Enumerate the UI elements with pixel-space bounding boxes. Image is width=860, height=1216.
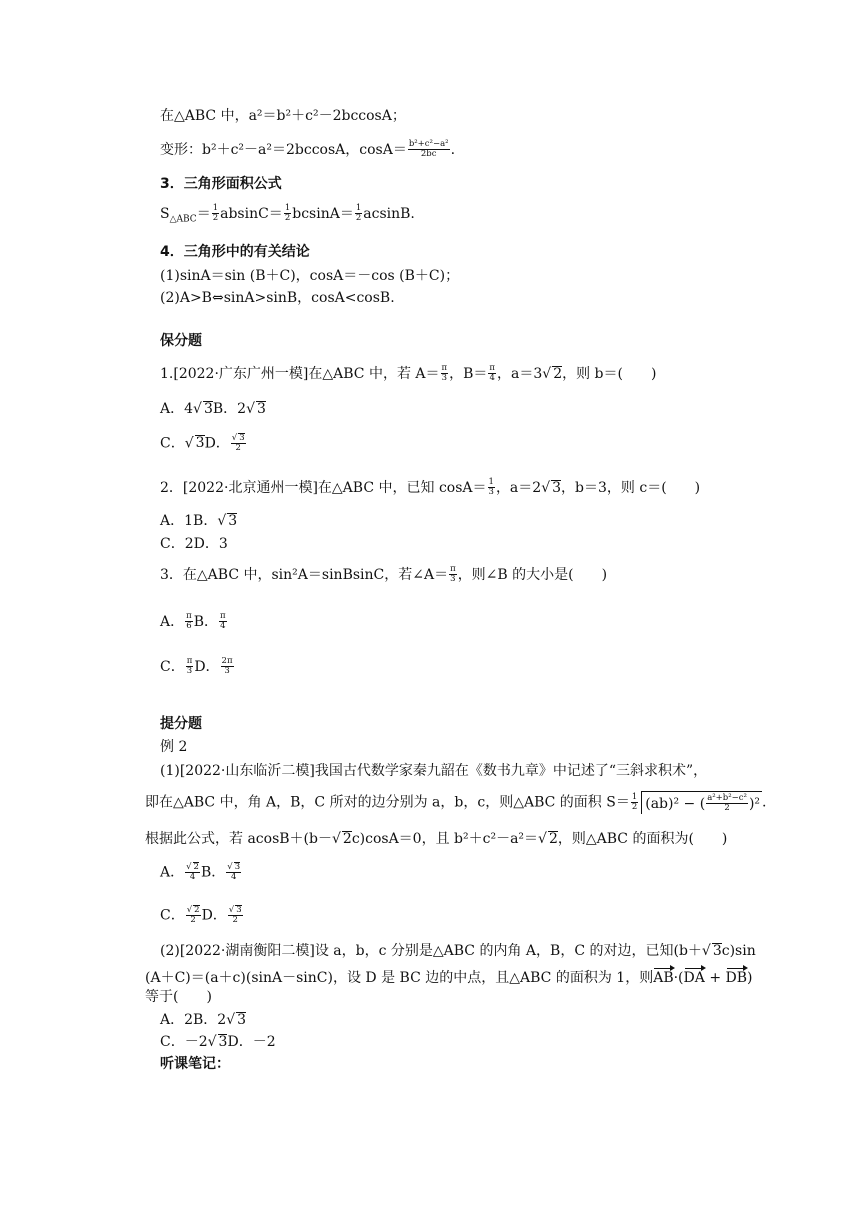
p1-opt-c-num: √ 2 [186, 905, 200, 915]
p2-opt-c: C．－2 [160, 1034, 208, 1050]
q3-opt-d-frac [221, 657, 234, 677]
q2-opt-b: B． [193, 513, 218, 529]
cosine-law-line [160, 108, 406, 126]
q1-frac-pi4 [488, 364, 496, 384]
area-s: S [160, 205, 170, 222]
sqrt-symbol: √ [701, 943, 711, 959]
q1-options-cd [160, 433, 247, 454]
advanced-section-heading [160, 716, 202, 734]
vector-db: DB [726, 967, 748, 988]
q2-opt-cd: C．2D．3 [160, 536, 228, 552]
sqrt-symbol: √ [246, 401, 255, 417]
area-term-2: bcsinA＝ [292, 205, 354, 222]
p1-line3-c: ，则△ABC 的面积为( ) [557, 831, 728, 847]
cosine-law-text: 在△ABC 中，a²＝b²＋c²－2bccosA； [160, 108, 406, 124]
advanced-section-heading-text: 提分题 [160, 716, 202, 732]
q3-options-ab [160, 612, 228, 632]
p2-line3-text: 等于( ) [145, 989, 212, 1005]
q1-frac-pi3 [441, 364, 449, 384]
q3-opt-c-den: 3 [186, 666, 193, 677]
conclusion-item-1-text: (1)sinA＝sin (B＋C)，cosA＝－cos (B＋C)； [160, 268, 460, 284]
q1-opt-b-rad: 3 [257, 401, 266, 417]
p1-opt-a: A． [160, 864, 185, 881]
q3-opt-d-den: 3 [224, 666, 230, 677]
conclusion-item-2 [160, 290, 395, 308]
p1-line1-text: (1)[2022·山东临沂二模]我国古代数学家秦九韶在《数书九章》中记述了“三斜求积术”， [160, 763, 708, 779]
q2-options-ab [160, 513, 237, 531]
basic-section-heading-text: 保分题 [160, 333, 202, 349]
area-half-1-den: 2 [212, 213, 219, 224]
p1-inner-a: (ab)² − ( [645, 795, 706, 812]
q3-frac-den: 3 [450, 574, 456, 585]
conclusion-item-2-text: (2)A>B⇔sinA>sinB，cosA<cosB. [160, 290, 395, 306]
q3-opt-a-den: 6 [186, 621, 192, 632]
q1-sqrt: 2 [553, 365, 563, 382]
q3-opt-a-frac [185, 612, 193, 632]
p2-line3 [145, 989, 212, 1007]
p2-opt-ab-rad: 3 [237, 1012, 247, 1028]
sqrt-symbol: √ [217, 513, 227, 529]
q1-opt-a: A．4 [160, 401, 194, 417]
p1-opt-b-frac [226, 862, 241, 883]
area-formula [160, 204, 415, 226]
p1-opt-a-num: √ 2 [186, 862, 199, 872]
p1-half-den: 2 [631, 801, 638, 812]
q3-opt-b: B． [193, 613, 219, 630]
p1-line2-a: 即在△ABC 中，角 A，B，C 所对的边分别为 a，b，c，则△ABC 的面积 S＝ [145, 794, 630, 811]
q1-stem-a: 1.[2022·广东广州一模]在△ABC 中，若 A＝ [160, 365, 440, 382]
q2-frac [488, 478, 495, 498]
q3-opt-a: A． [160, 613, 185, 630]
q3-stem [160, 565, 607, 585]
example-label-text: 例 2 [160, 739, 188, 755]
p2-line2-a: (A＋C)＝(a＋c)(sinA－sinC)，设 D 是 BC 边的中点，且△ABC 的面积为 1，则 [145, 970, 654, 986]
p1-opt-c-den: 2 [190, 915, 196, 926]
q1-stem-d: ，则 b＝( ) [562, 365, 657, 382]
sqrt-symbol: √ [207, 1034, 217, 1050]
p2-line1-b: c)sin [721, 943, 756, 959]
p1-inner-frac-den: 2 [724, 803, 730, 814]
p2-options-ab [160, 1012, 246, 1030]
q3-frac-num: π [450, 564, 456, 574]
p1-line3-rad: 2 [342, 831, 352, 847]
cosine-variant-text: 变形：b²＋c²－a²＝2bccosA，cosA＝ [160, 141, 407, 158]
q3-frac [449, 565, 457, 585]
area-half-1-num: 1 [212, 203, 219, 213]
q3-opt-c: C． [160, 658, 185, 675]
q1-opt-d-den: 2 [235, 443, 241, 454]
q1-frac-pi4-num: π [489, 363, 495, 373]
area-term-3: acsinB. [363, 205, 415, 222]
p1-opt-a-frac [185, 862, 200, 883]
area-half-3-den: 2 [355, 213, 362, 224]
area-half-3 [355, 204, 362, 224]
example-label [160, 739, 187, 757]
cosine-fraction [408, 140, 450, 160]
q1-opt-a-rad: 3 [203, 401, 213, 417]
q1-opt-b: B．2 [212, 401, 247, 417]
q2-opt-b-rad: 3 [228, 513, 238, 529]
q1-stem-c: ，a＝3 [497, 365, 543, 382]
sqrt-symbol: √ [193, 401, 202, 417]
q1-opt-c: C． [160, 435, 185, 452]
q1-opt-d-num-rad: 3 [239, 433, 245, 443]
q2-rad: 3 [552, 479, 562, 496]
q2-frac-num: 1 [488, 477, 494, 487]
q2-stem-c: ，b＝3，则 c＝( ) [561, 479, 701, 496]
sqrt-symbol: √ [226, 1012, 236, 1028]
p1-opt-c-frac [186, 905, 201, 926]
p1-line3-rad2: 2 [548, 831, 558, 847]
q1-opt-c-rad: 3 [195, 435, 205, 452]
sqrt-symbol: √ [541, 479, 551, 496]
q3-opt-a-num: π [186, 611, 192, 621]
p1-line3-b: c)cosA＝0，且 b²＋c²－a²＝ [351, 831, 539, 847]
conclusions-heading-text: 4．三角形中的有关结论 [160, 244, 310, 260]
q1-options-ab [160, 401, 266, 419]
q3-stem-a: 3．在△ABC 中，sin²A＝sinBsinC，若∠A＝ [160, 566, 449, 583]
q2-options-cd [160, 536, 228, 554]
sqrt-symbol: √ [542, 365, 552, 382]
area-half-2-num: 1 [284, 203, 291, 213]
q1-frac-pi3-num: π [441, 363, 448, 373]
area-term-1: absinC＝ [220, 205, 283, 222]
cosine-variant-end: . [450, 141, 456, 158]
q2-frac-den: 3 [488, 487, 494, 498]
sqrt-symbol: √ [331, 831, 341, 847]
q3-opt-d-num: 2π [221, 656, 233, 666]
p1-inner-b: )² [748, 795, 761, 812]
p1-opt-c-rad: 2 [194, 905, 200, 915]
q1-frac-pi4-den: 4 [489, 373, 495, 384]
cosine-variant-line [160, 140, 455, 160]
p1-line1 [160, 763, 707, 781]
q2-opt-a: A．1 [160, 513, 194, 529]
area-sub: △ABC [169, 214, 197, 225]
notes-label-text: 听课笔记： [160, 1056, 230, 1072]
p2-opt-d: D．－2 [227, 1034, 276, 1050]
p2-dot: ·( [673, 970, 684, 986]
p1-opt-d-rad: 3 [236, 905, 242, 915]
q1-opt-d-frac [231, 433, 246, 454]
p1-line2 [145, 791, 766, 814]
p1-opt-d-frac [228, 905, 243, 926]
area-half-2 [284, 204, 291, 224]
p2-options-cd [160, 1034, 276, 1052]
p1-line3 [145, 831, 727, 849]
q3-opt-d: D． [194, 658, 220, 675]
p2-plus: + [704, 970, 726, 986]
area-half-2-den: 2 [284, 213, 291, 224]
p1-options-ab [160, 862, 242, 883]
area-half-1 [212, 204, 219, 224]
area-heading-text: 3．三角形面积公式 [160, 176, 282, 192]
p1-inner-frac [706, 794, 748, 814]
p2-close: ) [747, 970, 753, 986]
p1-opt-d-num: √ 3 [228, 905, 242, 915]
p1-opt-d-den: 2 [232, 915, 238, 926]
sqrt-symbol: √ [538, 831, 547, 847]
vector-ab: AB [653, 967, 673, 988]
area-heading [160, 176, 282, 194]
p1-big-sqrt [641, 791, 762, 814]
sqrt-symbol: √ [184, 435, 194, 452]
q3-opt-b-frac [219, 612, 227, 632]
p2-line2 [145, 967, 753, 988]
q3-opt-c-frac [186, 657, 194, 677]
q1-opt-d-num: √ 3 [231, 433, 245, 443]
q1-opt-d: D． [204, 435, 230, 452]
conclusion-item-1 [160, 268, 459, 286]
p1-half [631, 793, 638, 813]
p1-opt-b: B． [200, 864, 226, 881]
p1-opt-b-num: √ 3 [227, 862, 241, 872]
q2-stem-a: 2．[2022·北京通州一模]在△ABC 中，已知 cosA＝ [160, 479, 487, 496]
notes-label [160, 1056, 230, 1074]
q3-opt-c-num: π [186, 656, 193, 666]
p2-line1-rad: 3 [712, 943, 722, 959]
p1-line2-end: . [762, 794, 767, 811]
p1-half-num: 1 [631, 791, 638, 802]
p2-line1-a: (2)[2022·湖南衡阳二模]设 a，b，c 分别是△ABC 的内角 A，B，C 的对边，已知(b＋ [160, 943, 702, 959]
vector-da: DA [684, 967, 705, 988]
q1-frac-pi3-den: 3 [441, 373, 448, 384]
area-eq: ＝ [196, 205, 211, 222]
p1-opt-a-rad: 2 [193, 862, 199, 872]
q1-stem-b: ，B＝ [449, 365, 488, 382]
conclusions-heading [160, 244, 310, 262]
q3-options-cd [160, 657, 235, 677]
p1-options-cd [160, 905, 244, 926]
p2-opt-ab: A．2B．2 [160, 1012, 227, 1028]
q3-opt-b-den: 4 [220, 621, 226, 632]
p1-opt-a-den: 4 [189, 872, 196, 883]
q3-opt-b-num: π [220, 611, 226, 621]
p1-opt-b-rad: 3 [234, 862, 241, 872]
p1-opt-c: C． [160, 907, 185, 924]
q1-stem [160, 364, 656, 384]
area-half-3-num: 1 [355, 203, 362, 213]
q3-stem-b: ，则∠B 的大小是( ) [457, 566, 608, 583]
p1-inner-frac-num: a²+b²−c² [707, 793, 747, 803]
p1-line3-a: 根据此公式，若 acosB＋(b－ [145, 831, 332, 847]
p2-line1 [160, 943, 756, 961]
cosine-fraction-num: b²+c²−a² [408, 139, 449, 149]
q2-stem [160, 478, 700, 498]
p1-opt-d: D． [201, 907, 227, 924]
p1-opt-b-den: 4 [230, 872, 237, 883]
basic-section-heading [160, 333, 202, 351]
q2-stem-b: ，a＝2 [495, 479, 542, 496]
p2-opt-c-rad: 3 [218, 1034, 228, 1050]
cosine-fraction-den: 2bc [420, 149, 437, 160]
